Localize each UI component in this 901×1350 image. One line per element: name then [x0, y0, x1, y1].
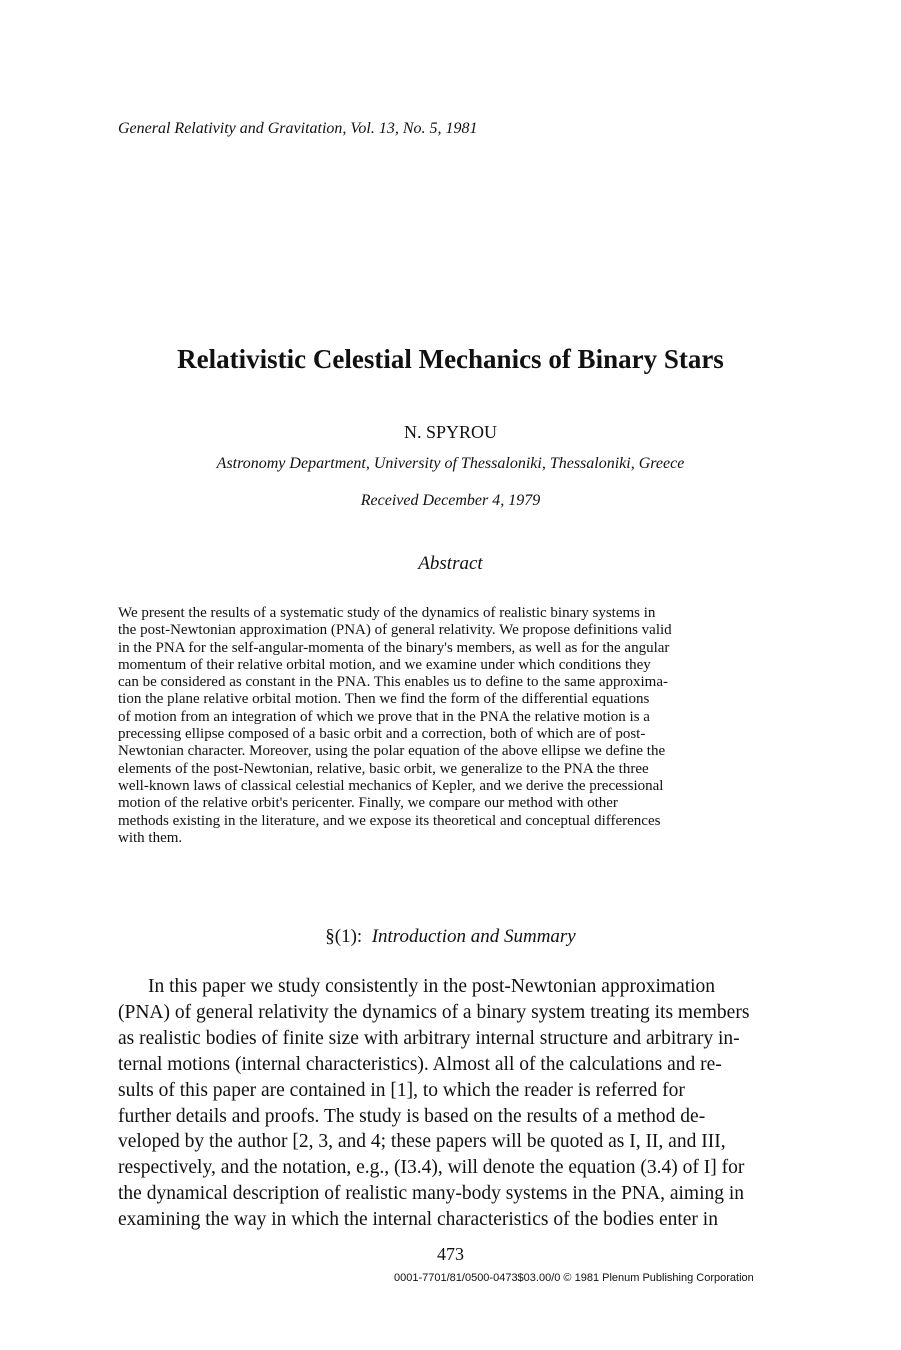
intro-line: (PNA) of general relativity the dynamics of a binary system treating its members	[118, 1001, 750, 1023]
abstract-line: Newtonian character. Moreover, using the polar equation of the above ellipse we define the	[118, 743, 666, 760]
author-name: N. SPYROU	[403, 422, 498, 442]
copyright-line: 0001-7701/81/0500-0473$03.00/0 © 1981 Plenum Publishing Corporation	[394, 1272, 754, 1284]
intro-line: examining the way in which the internal characteristics of the bodies enter in	[118, 1209, 718, 1231]
intro-line: In this paper we study consistently in the post-Newtonian approximation	[148, 976, 716, 997]
paper-title: Relativistic Celestial Mechanics of Binary Stars	[177, 344, 724, 374]
abstract-line: in the PNA for the self-angular-momenta of the binary's members, as well as for the angular	[118, 639, 670, 656]
intro-line: as realistic bodies of finite size with arbitrary internal structure and arbitrary in-	[118, 1027, 740, 1049]
abstract-line: of motion from an integration of which we prove that in the PNA the relative motion is a	[118, 708, 650, 725]
abstract-heading: Abstract	[418, 553, 483, 574]
abstract-line: motion of the relative orbit's pericenter. Finally, we compare our method with other	[118, 795, 618, 812]
abstract-line: well-known laws of classical celestial mechanics of Kepler, and we derive the precessional	[118, 777, 664, 794]
intro-line: ternal motions (internal characteristics). Almost all of the calculations and re-	[118, 1053, 722, 1075]
abstract-line: precessing ellipse composed of a basic orbit and a correction, both of which are of post-	[118, 726, 646, 743]
abstract-line: methods existing in the literature, and we expose its theoretical and conceptual differences	[118, 812, 661, 829]
abstract-line: with them.	[118, 829, 183, 846]
received-date: Received December 4, 1979	[360, 492, 541, 509]
intro-line: further details and proofs. The study is based on the results of a method de-	[118, 1105, 706, 1127]
section-number: §(1):	[325, 926, 363, 947]
abstract-line: momentum of their relative orbital motion, and we examine under which conditions they	[118, 656, 651, 673]
abstract-line: tion the plane relative orbital motion. Then we find the form of the differential equations	[118, 691, 650, 708]
page-number: 473	[437, 1244, 464, 1264]
abstract-line: the post-Newtonian approximation (PNA) of general relativity. We propose definitions valid	[118, 622, 672, 639]
abstract-line: can be considered as constant in the PNA. This enables us to define to the same approxima-	[118, 674, 668, 691]
abstract-line: elements of the post-Newtonian, relative, basic orbit, we generalize to the PNA the three	[118, 760, 649, 777]
abstract-body	[118, 605, 798, 847]
intro-line: respectively, and the notation, e.g., (I3.4), will denote the equation (3.4) of I] for	[118, 1157, 745, 1179]
intro-line: the dynamical description of realistic many-body systems in the PNA, aiming in	[118, 1183, 745, 1205]
intro-body	[118, 974, 798, 1233]
abstract-line: We present the results of a systematic study of the dynamics of realistic binary systems in	[118, 605, 656, 621]
intro-line: sults of this paper are contained in [1], to which the reader is referred for	[118, 1079, 685, 1101]
author-affiliation: Astronomy Department, University of Thessaloniki, Thessaloniki, Greece	[216, 455, 685, 472]
section-title: Introduction and Summary	[371, 926, 576, 947]
journal-citation: General Relativity and Gravitation, Vol. 13, No. 5, 1981	[118, 120, 478, 137]
section-heading	[0, 926, 901, 948]
intro-line: veloped by the author [2, 3, and 4; these papers will be quoted as I, II, and III,	[118, 1131, 726, 1153]
